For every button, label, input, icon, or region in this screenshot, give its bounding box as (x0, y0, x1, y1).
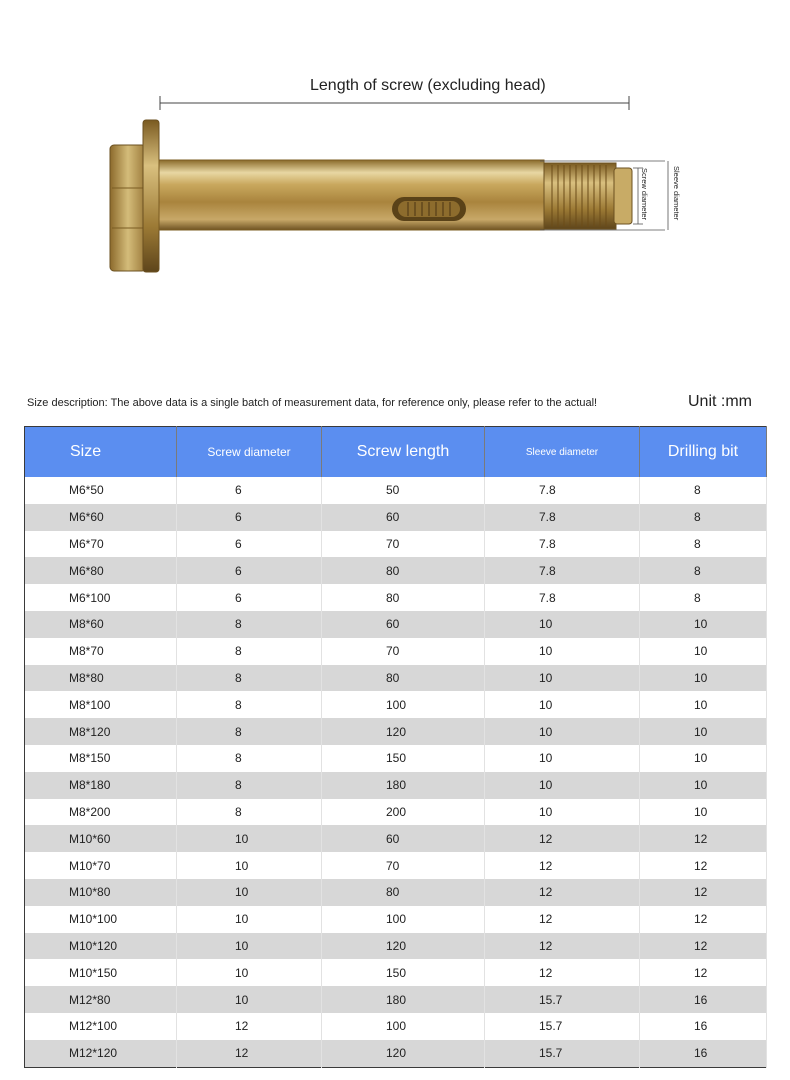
header-sleeve-diameter: Sleeve diameter (485, 427, 640, 478)
sleeve-diameter-cell: 15.7 (485, 986, 640, 1013)
screw-length-cell: 50 (322, 477, 485, 504)
sleeve-diameter-cell: 12 (485, 852, 640, 879)
drilling-bit-cell: 12 (640, 825, 767, 852)
sleeve-diameter-cell: 7.8 (485, 504, 640, 531)
table-row (25, 852, 767, 879)
drilling-bit-cell: 16 (640, 1013, 767, 1040)
screw-diameter-cell: 8 (177, 611, 322, 638)
screw-length-cell: 100 (322, 1013, 485, 1040)
sleeve-diameter-cell: 12 (485, 825, 640, 852)
size-cell: M6*50 (25, 477, 177, 504)
drilling-bit-cell: 8 (640, 557, 767, 584)
drilling-bit-cell: 10 (640, 799, 767, 826)
size-cell: M6*80 (25, 557, 177, 584)
drilling-bit-cell: 10 (640, 665, 767, 692)
table-row (25, 745, 767, 772)
screw-diameter-cell: 8 (177, 665, 322, 692)
screw-length-cell: 70 (322, 638, 485, 665)
screw-length-cell: 70 (322, 531, 485, 558)
screw-diameter-cell: 6 (177, 584, 322, 611)
screw-diameter-cell: 10 (177, 852, 322, 879)
screw-diameter-cell: 6 (177, 504, 322, 531)
size-cell: M6*100 (25, 584, 177, 611)
screw-length-cell: 80 (322, 665, 485, 692)
drilling-bit-cell: 8 (640, 504, 767, 531)
screw-diameter-cell: 12 (177, 1013, 322, 1040)
drilling-bit-cell: 10 (640, 772, 767, 799)
sleeve-diameter-cell: 10 (485, 718, 640, 745)
table-row (25, 504, 767, 531)
drilling-bit-cell: 16 (640, 986, 767, 1013)
sleeve-diameter-cell: 10 (485, 772, 640, 799)
screw-diameter-cell: 8 (177, 718, 322, 745)
size-description-note: Size description: The above data is a single batch of measurement data, for reference only, please refer to the actual! (27, 397, 598, 409)
table-row (25, 477, 767, 504)
size-cell: M12*120 (25, 1040, 177, 1067)
sleeve-diameter-cell: 10 (485, 799, 640, 826)
sleeve-diameter-label: Sleeve diameter (672, 166, 681, 221)
unit-label: Unit :mm (688, 393, 752, 410)
screw-diameter-cell: 10 (177, 825, 322, 852)
table-row (25, 986, 767, 1013)
size-cell: M10*80 (25, 879, 177, 906)
screw-length-cell: 150 (322, 959, 485, 986)
sleeve-diameter-cell: 7.8 (485, 477, 640, 504)
screw-length-label: Length of screw (excluding head) (310, 77, 546, 94)
screw-length-cell: 180 (322, 772, 485, 799)
screw-diameter-cell: 10 (177, 986, 322, 1013)
screw-length-cell: 100 (322, 691, 485, 718)
size-cell: M8*120 (25, 718, 177, 745)
table-row (25, 638, 767, 665)
size-cell: M8*80 (25, 665, 177, 692)
screw-length-cell: 120 (322, 718, 485, 745)
table-row (25, 665, 767, 692)
screw-diameter-cell: 6 (177, 477, 322, 504)
sleeve-diameter-cell: 7.8 (485, 584, 640, 611)
size-cell: M10*120 (25, 933, 177, 960)
screw-length-cell: 60 (322, 825, 485, 852)
sleeve-diameter-cell: 7.8 (485, 531, 640, 558)
sleeve-diameter-cell: 12 (485, 906, 640, 933)
screw-length-cell: 80 (322, 879, 485, 906)
size-cell: M12*80 (25, 986, 177, 1013)
table-row (25, 718, 767, 745)
header-drilling-bit: Drilling bit (640, 427, 767, 478)
table-header-row (25, 427, 767, 478)
screw-length-cell: 80 (322, 584, 485, 611)
drilling-bit-cell: 16 (640, 1040, 767, 1067)
table-row (25, 584, 767, 611)
drilling-bit-cell: 8 (640, 531, 767, 558)
screw-diameter-cell: 8 (177, 638, 322, 665)
drilling-bit-cell: 8 (640, 477, 767, 504)
table-row (25, 933, 767, 960)
size-cell: M8*200 (25, 799, 177, 826)
size-cell: M6*70 (25, 531, 177, 558)
drilling-bit-cell: 10 (640, 718, 767, 745)
screw-length-cell: 120 (322, 1040, 485, 1067)
table-row (25, 772, 767, 799)
size-cell: M12*100 (25, 1013, 177, 1040)
drilling-bit-cell: 8 (640, 584, 767, 611)
drilling-bit-cell: 12 (640, 959, 767, 986)
screw-length-cell: 60 (322, 504, 485, 531)
screw-length-cell: 80 (322, 557, 485, 584)
screw-length-cell: 150 (322, 745, 485, 772)
size-cell: M10*150 (25, 959, 177, 986)
drilling-bit-cell: 10 (640, 745, 767, 772)
size-cell: M6*60 (25, 504, 177, 531)
sleeve-diameter-cell: 10 (485, 638, 640, 665)
size-cell: M10*70 (25, 852, 177, 879)
table-row (25, 557, 767, 584)
drilling-bit-cell: 10 (640, 638, 767, 665)
drilling-bit-cell: 12 (640, 852, 767, 879)
product-diagram (0, 0, 790, 380)
size-cell: M8*70 (25, 638, 177, 665)
screw-diameter-cell: 8 (177, 799, 322, 826)
table-row (25, 906, 767, 933)
drilling-bit-cell: 12 (640, 906, 767, 933)
sleeve-diameter-cell: 15.7 (485, 1040, 640, 1067)
table-row (25, 825, 767, 852)
table-row (25, 799, 767, 826)
size-specification-table (24, 426, 767, 1068)
screw-diameter-cell: 6 (177, 531, 322, 558)
drilling-bit-cell: 12 (640, 879, 767, 906)
sleeve-diameter-cell: 7.8 (485, 557, 640, 584)
screw-diameter-cell: 10 (177, 879, 322, 906)
sleeve-diameter-cell: 10 (485, 665, 640, 692)
size-cell: M8*100 (25, 691, 177, 718)
screw-diameter-cell: 10 (177, 933, 322, 960)
sleeve-diameter-cell: 10 (485, 745, 640, 772)
screw-length-cell: 180 (322, 986, 485, 1013)
size-cell: M10*60 (25, 825, 177, 852)
screw-length-cell: 60 (322, 611, 485, 638)
header-size: Size (25, 427, 177, 478)
sleeve-diameter-cell: 12 (485, 879, 640, 906)
header-screw-diameter: Screw diameter (177, 427, 322, 478)
screw-diameter-cell: 10 (177, 906, 322, 933)
screw-diameter-cell: 8 (177, 745, 322, 772)
screw-diameter-cell: 8 (177, 772, 322, 799)
drilling-bit-cell: 10 (640, 611, 767, 638)
screw-diameter-cell: 6 (177, 557, 322, 584)
table-row (25, 611, 767, 638)
table-row (25, 959, 767, 986)
screw-length-cell: 120 (322, 933, 485, 960)
header-screw-length: Screw length (322, 427, 485, 478)
sleeve-diameter-cell: 10 (485, 611, 640, 638)
table-body (25, 477, 767, 1067)
size-cell: M8*60 (25, 611, 177, 638)
sleeve-diameter-cell: 15.7 (485, 1013, 640, 1040)
table-row (25, 1040, 767, 1067)
table-row (25, 691, 767, 718)
drilling-bit-cell: 10 (640, 691, 767, 718)
size-cell: M10*100 (25, 906, 177, 933)
sleeve-diameter-cell: 12 (485, 959, 640, 986)
screw-diameter-cell: 10 (177, 959, 322, 986)
table-row (25, 1013, 767, 1040)
screw-length-cell: 200 (322, 799, 485, 826)
size-cell: M8*150 (25, 745, 177, 772)
screw-length-cell: 100 (322, 906, 485, 933)
sleeve-diameter-cell: 10 (485, 691, 640, 718)
size-cell: M8*180 (25, 772, 177, 799)
drilling-bit-cell: 12 (640, 933, 767, 960)
table-row (25, 879, 767, 906)
screw-diameter-cell: 8 (177, 691, 322, 718)
table-row (25, 531, 767, 558)
sleeve-diameter-cell: 12 (485, 933, 640, 960)
screw-diameter-label: Screw diameter (640, 168, 649, 221)
screw-diameter-cell: 12 (177, 1040, 322, 1067)
screw-length-cell: 70 (322, 852, 485, 879)
